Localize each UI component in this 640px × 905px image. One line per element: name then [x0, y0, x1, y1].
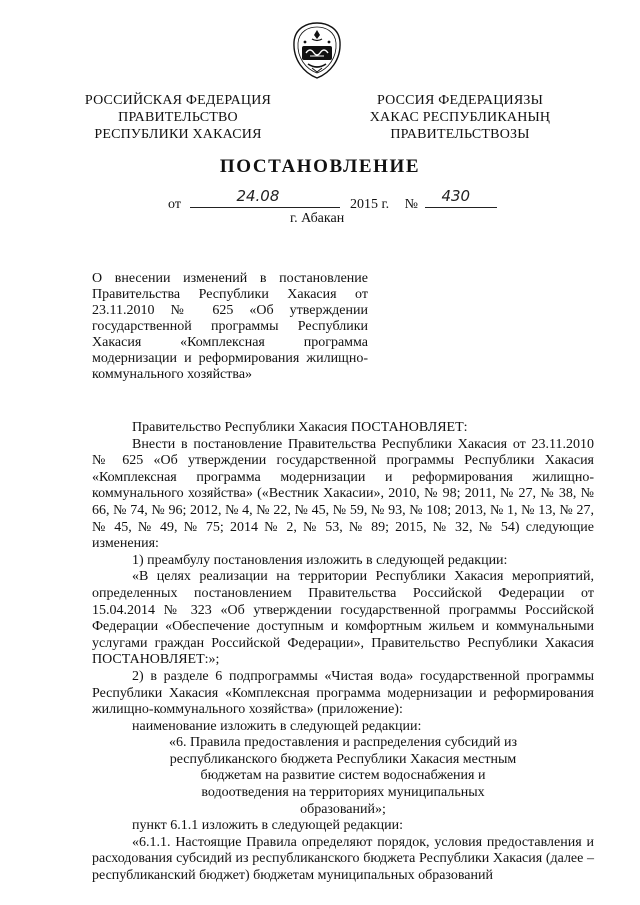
city-label: г. Абакан: [290, 211, 345, 226]
body-paragraph: Внести в постановление Правительства Республики Хакасия от 23.11.2010 № 625 «Об утверждении государственной программы Республики Хакасия «Комплексная программа модернизации и реформирования жилищно-коммунального хозяйства» («Вестник Хакасии», 2010, № 98; 2011, № 27, № 38, № 66, № 74, № 96; 2012, № 4, № 22, № 45, № 59, № 93, № 108; 2013, № 1, № 13, № 27, № 45, № 49, № 75; 2014 № 2, № 53, № 89; 2015, № 32, № 54) следующие изменения:: [92, 436, 594, 552]
body-paragraph: «В целях реализации на территории Республики Хакасия мероприятий, определенных постановлением Правительства Российской Федерации от 15.04.2014 № 323 «Об утверждении государственной программы Российской Федерации «Обеспечение доступным и комфортным жильем и коммунальными услугами граждан Российской Федерации», Правительство Республики Хакасия ПОСТАНОВЛЯЕТ:»;: [92, 569, 594, 668]
header-left-line: РОССИЙСКАЯ ФЕДЕРАЦИЯ: [84, 93, 272, 108]
body-paragraph-centered: «6. Правила предоставления и распределения субсидий из республиканского бюджета Республики Хакасия местным бюджетам на развитие систем водоснабжения и водоотведения на территориях муниципальных образований»;: [168, 735, 518, 817]
year-text: 2015 г.: [349, 197, 390, 212]
body-paragraph: наименование изложить в следующей редакции:: [132, 718, 422, 734]
number-field: [425, 187, 497, 208]
header-right-block: [360, 92, 560, 143]
body-paragraph: Правительство Республики Хакасия ПОСТАНОВЛЯЕТ:: [132, 420, 468, 435]
document-body: [92, 420, 594, 885]
header-right-line: ПРАВИТЕЛЬСТВОЗЫ: [390, 127, 530, 142]
body-paragraph: «6.1.1. Настоящие Правила определяют порядок, условия предоставления и расходования субсидий из республиканского бюджета Республики Хакасия (далее – республиканский бюджет) бюджетам муниципальных образований: [92, 834, 594, 884]
date-number-line: [168, 187, 497, 213]
handwritten-number: 430: [441, 187, 471, 205]
header-left-line: РЕСПУБЛИКИ ХАКАСИЯ: [94, 127, 262, 142]
document-title: ПОСТАНОВЛЕНИЕ: [219, 156, 421, 177]
document-subject: О внесении изменений в постановление Правительства Республики Хакасия от 23.11.2010 № 625 «Об утверждении государственной программы Республики Хакасия «Комплексная программа модернизации и реформирования жилищно-коммунального хозяйства»: [92, 271, 368, 382]
body-paragraph: 1) преамбулу постановления изложить в следующей редакции:: [132, 552, 508, 568]
body-paragraph: 2) в разделе 6 подпрограммы «Чистая вода» государственной программы Республики Хакасия «Комплексная программа модернизации и реформирования жилищно-коммунального хозяйства» (приложение):: [92, 668, 594, 718]
date-prefix: от: [168, 197, 181, 212]
header-right-line: РОССИЯ ФЕДЕРАЦИЯЗЫ: [376, 93, 544, 108]
header-left-block: [80, 92, 276, 143]
number-sign: №: [404, 197, 418, 212]
republic-emblem-icon: [290, 20, 344, 80]
body-paragraph: пункт 6.1.1 изложить в следующей редакции:: [132, 818, 403, 834]
handwritten-date: 24.08: [236, 187, 280, 205]
header-left-line: ПРАВИТЕЛЬСТВО: [118, 110, 238, 125]
date-field: [190, 187, 340, 208]
header-right-line: ХАКАС РЕСПУБЛИКАНЫҢ: [369, 110, 551, 125]
